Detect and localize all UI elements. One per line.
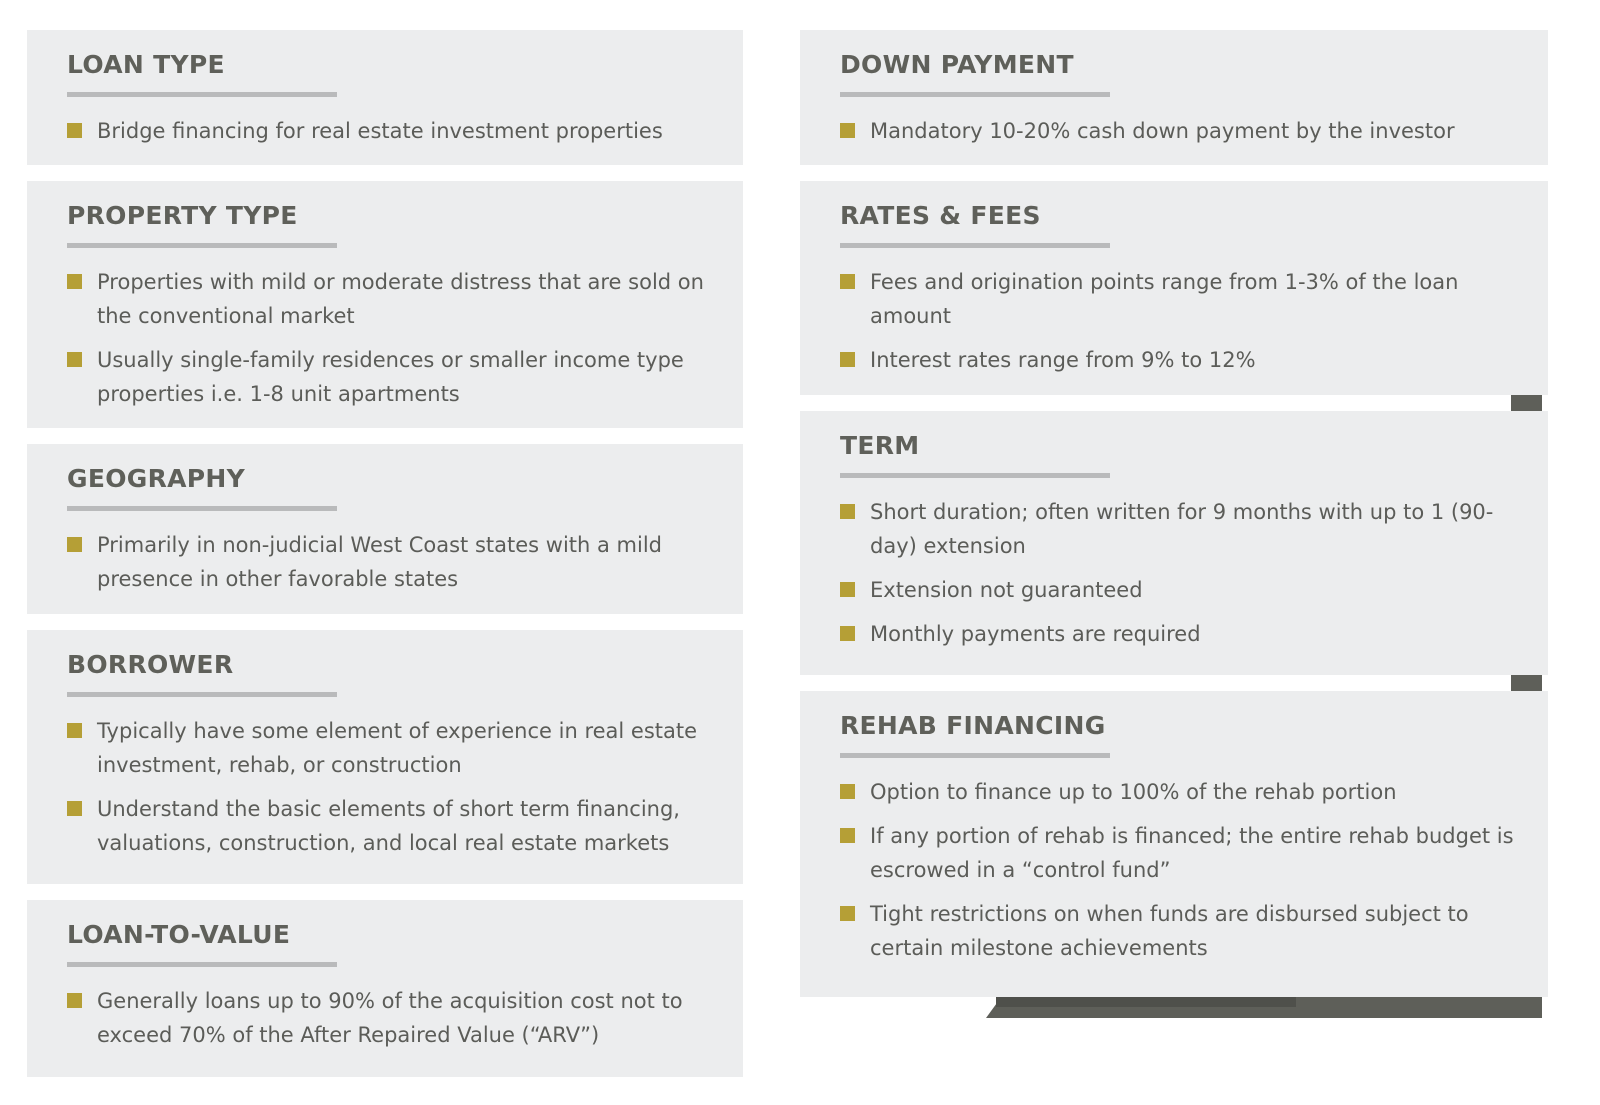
card-title: GEOGRAPHY	[67, 464, 246, 493]
list-item: Mandatory 10-20% cash down payment by the investor	[840, 114, 1528, 148]
list-item: Interest rates range from 9% to 12%	[840, 343, 1528, 377]
card-title: REHAB FINANCING	[840, 711, 1106, 740]
square-bullet-icon	[840, 828, 855, 843]
title-underline	[840, 473, 1110, 478]
title-underline	[840, 753, 1110, 758]
card-title: LOAN-TO-VALUE	[67, 920, 291, 949]
title-underline	[67, 692, 337, 697]
list-item: Tight restrictions on when funds are disbursed subject to certain milestone achievements	[840, 897, 1528, 965]
list-item: Understand the basic elements of short term financing, valuations, construction, and local real estate markets	[67, 792, 723, 860]
square-bullet-icon	[840, 906, 855, 921]
item-list	[67, 114, 723, 148]
list-item: Usually single-family residences or smaller income type properties i.e. 1-8 unit apartments	[67, 343, 723, 411]
square-bullet-icon	[840, 784, 855, 799]
list-item: Typically have some element of experience in real estate investment, rehab, or construction	[67, 714, 723, 782]
card-property-type	[27, 181, 743, 428]
card-term	[800, 411, 1548, 675]
item-list	[67, 265, 723, 411]
list-item: Option to finance up to 100% of the rehab portion	[840, 775, 1528, 809]
card-title: RATES & FEES	[840, 201, 1041, 230]
item-list	[840, 265, 1528, 377]
card-title: PROPERTY TYPE	[67, 201, 298, 230]
card-title: DOWN PAYMENT	[840, 50, 1074, 79]
item-list	[840, 775, 1528, 965]
title-underline	[67, 962, 337, 967]
title-underline	[67, 243, 337, 248]
list-item: Properties with mild or moderate distress that are sold on the conventional market	[67, 265, 723, 333]
card-rates-fees	[800, 181, 1548, 395]
list-item: Bridge financing for real estate investment properties	[67, 114, 723, 148]
item-list	[67, 714, 723, 860]
square-bullet-icon	[67, 352, 82, 367]
card-loan-type	[27, 30, 743, 165]
square-bullet-icon	[67, 537, 82, 552]
square-bullet-icon	[840, 352, 855, 367]
card-down-payment	[800, 30, 1548, 165]
card-title: BORROWER	[67, 650, 234, 679]
list-item: If any portion of rehab is financed; the entire rehab budget is escrowed in a “control fund”	[840, 819, 1528, 887]
card-borrower	[27, 630, 743, 884]
item-list	[67, 528, 723, 596]
card-geography	[27, 444, 743, 614]
card-title: LOAN TYPE	[67, 50, 225, 79]
item-list	[840, 495, 1528, 651]
square-bullet-icon	[840, 582, 855, 597]
square-bullet-icon	[840, 123, 855, 138]
title-underline	[67, 506, 337, 511]
square-bullet-icon	[840, 626, 855, 641]
square-bullet-icon	[840, 274, 855, 289]
square-bullet-icon	[67, 993, 82, 1008]
title-underline	[67, 92, 337, 97]
item-list	[67, 984, 723, 1052]
square-bullet-icon	[67, 123, 82, 138]
square-bullet-icon	[67, 801, 82, 816]
card-loan-to-value	[27, 900, 743, 1077]
list-item: Short duration; often written for 9 months with up to 1 (90-day) extension	[840, 495, 1528, 563]
square-bullet-icon	[67, 723, 82, 738]
square-bullet-icon	[840, 504, 855, 519]
title-underline	[840, 92, 1110, 97]
list-item: Monthly payments are required	[840, 617, 1528, 651]
item-list	[840, 114, 1528, 148]
square-bullet-icon	[67, 274, 82, 289]
list-item: Fees and origination points range from 1-3% of the loan amount	[840, 265, 1528, 333]
title-underline	[840, 243, 1110, 248]
list-item: Extension not guaranteed	[840, 573, 1528, 607]
card-rehab-financing	[800, 691, 1548, 997]
list-item: Generally loans up to 90% of the acquisition cost not to exceed 70% of the After Repaired Value (“ARV”)	[67, 984, 723, 1052]
card-title: TERM	[840, 431, 920, 460]
list-item: Primarily in non-judicial West Coast states with a mild presence in other favorable states	[67, 528, 723, 596]
